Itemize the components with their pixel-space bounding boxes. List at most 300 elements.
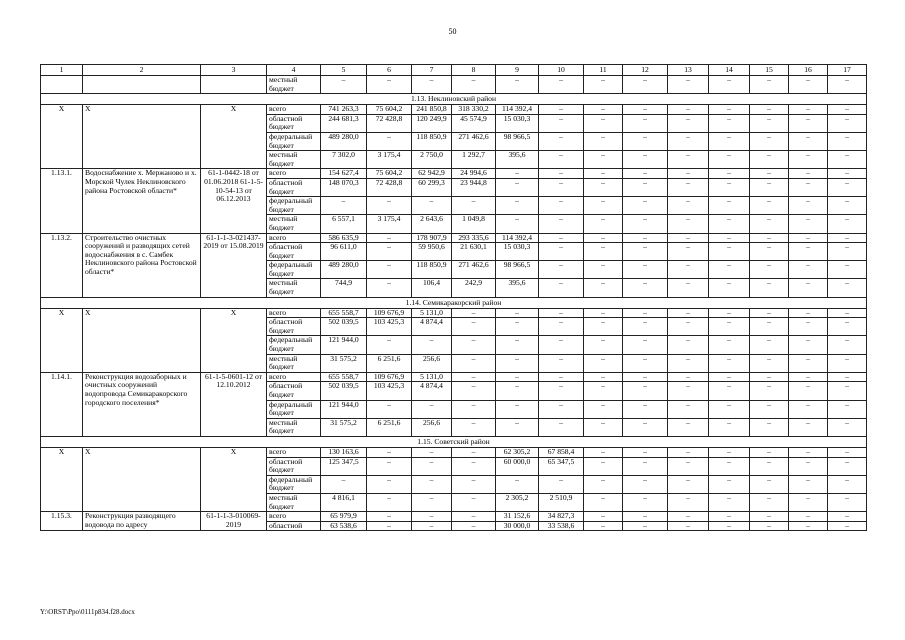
amount-cell: – — [367, 243, 412, 261]
amount-cell: – — [750, 336, 789, 354]
amount-cell: – — [750, 354, 789, 372]
amount-cell: – — [789, 336, 828, 354]
amount-cell: – — [750, 169, 789, 179]
column-number: 7 — [412, 65, 452, 76]
amount-cell: – — [584, 132, 623, 150]
amount-cell: – — [789, 76, 828, 94]
amount-cell: – — [584, 521, 623, 531]
section-row — [41, 436, 867, 447]
amount-cell: – — [828, 114, 867, 132]
table-row — [41, 169, 867, 179]
amount-cell: 256,6 — [412, 418, 452, 436]
amount-cell: 114 392,4 — [496, 105, 539, 115]
object-name: Реконструкция водозаборных и очистных сооружений водопровода Семикаракорского городского поселения* — [83, 372, 201, 436]
funding-source: федеральный бюджет — [267, 475, 321, 493]
amount-cell: – — [623, 279, 668, 297]
amount-cell: 3 175,4 — [367, 151, 412, 169]
amount-cell: – — [412, 447, 452, 457]
amount-cell: – — [539, 354, 584, 372]
amount-cell: – — [668, 493, 709, 511]
amount-cell: – — [709, 169, 750, 179]
amount-cell: – — [668, 114, 709, 132]
amount-cell: 72 428,8 — [367, 114, 412, 132]
amount-cell: – — [496, 197, 539, 215]
amount-cell: 31 575,2 — [321, 418, 367, 436]
amount-cell: – — [623, 243, 668, 261]
amount-cell: – — [584, 457, 623, 475]
amount-cell: 6 251,6 — [367, 418, 412, 436]
funding-source: областной — [267, 521, 321, 531]
amount-cell: – — [828, 521, 867, 531]
amount-cell: – — [539, 279, 584, 297]
amount-cell: – — [750, 215, 789, 233]
amount-cell: 31 152,6 — [496, 512, 539, 522]
amount-cell: – — [828, 336, 867, 354]
amount-cell: – — [750, 318, 789, 336]
amount-cell: – — [828, 132, 867, 150]
amount-cell: 103 425,3 — [367, 318, 412, 336]
amount-cell: – — [584, 105, 623, 115]
amount-cell: – — [412, 197, 452, 215]
amount-cell: 741 263,3 — [321, 105, 367, 115]
amount-cell: – — [828, 400, 867, 418]
amount-cell: – — [539, 308, 584, 318]
amount-cell: – — [668, 169, 709, 179]
amount-cell: 241 850,8 — [412, 105, 452, 115]
amount-cell: 45 574,9 — [452, 114, 496, 132]
amount-cell: 2 510,9 — [539, 493, 584, 511]
amount-cell: – — [668, 76, 709, 94]
amount-cell: 120 249,9 — [412, 114, 452, 132]
header-row — [41, 65, 867, 76]
section-row — [41, 297, 867, 308]
amount-cell: – — [750, 457, 789, 475]
amount-cell: – — [789, 493, 828, 511]
funding-source: всего — [267, 512, 321, 522]
funding-source: областной бюджет — [267, 114, 321, 132]
amount-cell: – — [623, 457, 668, 475]
amount-cell: – — [539, 215, 584, 233]
amount-cell: – — [709, 382, 750, 400]
amount-cell: – — [709, 105, 750, 115]
amount-cell: 31 575,2 — [321, 354, 367, 372]
funding-source: областной бюджет — [267, 178, 321, 196]
item-number: Х — [41, 447, 83, 511]
amount-cell: – — [584, 308, 623, 318]
item-number: Х — [41, 105, 83, 169]
amount-cell: – — [452, 475, 496, 493]
amount-cell: – — [789, 372, 828, 382]
amount-cell: – — [539, 372, 584, 382]
amount-cell: – — [623, 400, 668, 418]
amount-cell: – — [623, 382, 668, 400]
amount-cell: – — [412, 521, 452, 531]
funding-source: местный бюджет — [267, 76, 321, 94]
amount-cell: 6 557,1 — [321, 215, 367, 233]
amount-cell: – — [828, 354, 867, 372]
amount-cell: – — [709, 215, 750, 233]
amount-cell: – — [496, 475, 539, 493]
amount-cell: – — [668, 475, 709, 493]
amount-cell: – — [367, 279, 412, 297]
amount-cell: – — [496, 215, 539, 233]
amount-cell: – — [367, 447, 412, 457]
funding-source: местный бюджет — [267, 493, 321, 511]
amount-cell: – — [452, 457, 496, 475]
amount-cell: – — [584, 512, 623, 522]
funding-source: федеральный бюджет — [267, 261, 321, 279]
amount-cell: – — [367, 493, 412, 511]
amount-cell: 502 039,5 — [321, 382, 367, 400]
amount-cell: – — [539, 400, 584, 418]
amount-cell: 154 627,4 — [321, 169, 367, 179]
amount-cell: 7 302,0 — [321, 151, 367, 169]
amount-cell: – — [539, 76, 584, 94]
amount-cell: 72 428,8 — [367, 178, 412, 196]
amount-cell: 502 039,5 — [321, 318, 367, 336]
table-row — [41, 105, 867, 115]
amount-cell: 244 681,3 — [321, 114, 367, 132]
amount-cell: – — [412, 336, 452, 354]
item-number: 1.14.1. — [41, 372, 83, 436]
amount-cell: – — [828, 382, 867, 400]
amount-cell: 6 251,6 — [367, 354, 412, 372]
column-number: 4 — [267, 65, 321, 76]
amount-cell: – — [789, 132, 828, 150]
table-row — [41, 233, 867, 243]
table-row — [41, 76, 867, 94]
amount-cell: – — [539, 151, 584, 169]
amount-cell: 98 966,5 — [496, 261, 539, 279]
amount-cell: – — [623, 233, 668, 243]
funding-source: федеральный бюджет — [267, 132, 321, 150]
amount-cell: – — [496, 354, 539, 372]
amount-cell: – — [623, 178, 668, 196]
amount-cell: – — [789, 105, 828, 115]
amount-cell: – — [321, 76, 367, 94]
amount-cell: 318 330,2 — [452, 105, 496, 115]
funding-source: областной бюджет — [267, 457, 321, 475]
amount-cell: – — [539, 169, 584, 179]
column-number: 1 — [41, 65, 83, 76]
amount-cell: – — [668, 279, 709, 297]
amount-cell: – — [709, 457, 750, 475]
table-row — [41, 372, 867, 382]
amount-cell: 1 049,8 — [452, 215, 496, 233]
amount-cell: 2 643,6 — [412, 215, 452, 233]
amount-cell: – — [367, 132, 412, 150]
item-number: Х — [41, 308, 83, 372]
amount-cell: – — [668, 215, 709, 233]
amount-cell: 256,6 — [412, 354, 452, 372]
amount-cell: – — [789, 178, 828, 196]
amount-cell: – — [709, 400, 750, 418]
amount-cell: – — [452, 76, 496, 94]
amount-cell: – — [750, 382, 789, 400]
amount-cell: 5 131,0 — [412, 308, 452, 318]
amount-cell: – — [828, 76, 867, 94]
amount-cell: 15 030,3 — [496, 243, 539, 261]
amount-cell: 2 305,2 — [496, 493, 539, 511]
amount-cell: – — [709, 114, 750, 132]
amount-cell: – — [584, 178, 623, 196]
amount-cell: – — [584, 279, 623, 297]
amount-cell: 30 000,0 — [496, 521, 539, 531]
project-code: 61-1-1-3-021437-2019 от 15.08.2019 — [201, 233, 267, 297]
amount-cell: 21 630,1 — [452, 243, 496, 261]
amount-cell: – — [750, 447, 789, 457]
amount-cell: – — [584, 493, 623, 511]
amount-cell: – — [709, 512, 750, 522]
amount-cell: – — [709, 308, 750, 318]
amount-cell: 5 131,0 — [412, 372, 452, 382]
amount-cell: – — [789, 418, 828, 436]
object-name: Водоснабжение х. Мержаново и х. Морской Чулек Неклиновского района Ростовской области* — [83, 169, 201, 233]
amount-cell: – — [367, 512, 412, 522]
amount-cell: – — [452, 447, 496, 457]
amount-cell: – — [584, 151, 623, 169]
amount-cell: – — [452, 336, 496, 354]
amount-cell: 395,6 — [496, 151, 539, 169]
amount-cell: – — [709, 279, 750, 297]
amount-cell: – — [709, 336, 750, 354]
amount-cell: – — [668, 447, 709, 457]
amount-cell: – — [828, 418, 867, 436]
amount-cell: – — [789, 233, 828, 243]
amount-cell: – — [828, 447, 867, 457]
amount-cell: 114 392,4 — [496, 233, 539, 243]
amount-cell: – — [496, 308, 539, 318]
amount-cell: – — [789, 215, 828, 233]
amount-cell: – — [539, 336, 584, 354]
amount-cell: – — [623, 521, 668, 531]
amount-cell: 121 944,0 — [321, 400, 367, 418]
amount-cell: 60 299,3 — [412, 178, 452, 196]
amount-cell: – — [709, 243, 750, 261]
amount-cell: – — [828, 318, 867, 336]
column-number: 11 — [584, 65, 623, 76]
amount-cell: 2 750,0 — [412, 151, 452, 169]
amount-cell: – — [539, 318, 584, 336]
amount-cell: – — [789, 197, 828, 215]
page-number: 50 — [448, 27, 457, 36]
amount-cell: 489 280,0 — [321, 261, 367, 279]
amount-cell: – — [668, 243, 709, 261]
amount-cell: – — [750, 114, 789, 132]
funding-source: федеральный бюджет — [267, 197, 321, 215]
amount-cell: – — [789, 308, 828, 318]
amount-cell: 242,9 — [452, 279, 496, 297]
amount-cell: – — [750, 76, 789, 94]
amount-cell: – — [584, 318, 623, 336]
amount-cell: – — [584, 169, 623, 179]
amount-cell: – — [452, 382, 496, 400]
amount-cell: – — [709, 178, 750, 196]
amount-cell: – — [789, 243, 828, 261]
amount-cell: – — [709, 447, 750, 457]
project-code: Х — [201, 447, 267, 511]
funding-source: местный бюджет — [267, 418, 321, 436]
amount-cell: 24 994,6 — [452, 169, 496, 179]
amount-cell: – — [709, 521, 750, 531]
amount-cell: – — [789, 512, 828, 522]
amount-cell: – — [668, 151, 709, 169]
funding-source: всего — [267, 233, 321, 243]
amount-cell: – — [789, 151, 828, 169]
column-number: 2 — [83, 65, 201, 76]
funding-source: всего — [267, 169, 321, 179]
amount-cell: – — [668, 400, 709, 418]
object-name: Реконструкция разводящего водовода по адресу — [83, 512, 201, 531]
amount-cell: – — [584, 261, 623, 279]
amount-cell: – — [539, 132, 584, 150]
amount-cell: – — [412, 76, 452, 94]
table-row — [41, 447, 867, 457]
amount-cell: 489 280,0 — [321, 132, 367, 150]
amount-cell: – — [496, 169, 539, 179]
amount-cell: – — [623, 372, 668, 382]
amount-cell: – — [668, 132, 709, 150]
amount-cell: – — [828, 512, 867, 522]
amount-cell: – — [539, 114, 584, 132]
amount-cell: – — [668, 418, 709, 436]
amount-cell: – — [412, 400, 452, 418]
amount-cell: – — [750, 279, 789, 297]
budget-table — [40, 64, 867, 531]
funding-source: местный бюджет — [267, 215, 321, 233]
amount-cell: – — [668, 457, 709, 475]
funding-source: всего — [267, 372, 321, 382]
amount-cell: – — [709, 76, 750, 94]
amount-cell: 75 604,2 — [367, 169, 412, 179]
amount-cell: 106,4 — [412, 279, 452, 297]
amount-cell: – — [496, 400, 539, 418]
amount-cell: – — [709, 132, 750, 150]
amount-cell: – — [828, 215, 867, 233]
amount-cell: – — [789, 447, 828, 457]
amount-cell: 103 425,3 — [367, 382, 412, 400]
amount-cell: – — [789, 114, 828, 132]
amount-cell: – — [539, 178, 584, 196]
amount-cell: – — [750, 233, 789, 243]
amount-cell: – — [750, 132, 789, 150]
amount-cell: – — [367, 197, 412, 215]
item-number — [41, 76, 83, 94]
funding-source: всего — [267, 105, 321, 115]
amount-cell: – — [584, 418, 623, 436]
amount-cell: – — [623, 512, 668, 522]
amount-cell: – — [412, 493, 452, 511]
amount-cell: – — [828, 475, 867, 493]
amount-cell: – — [709, 261, 750, 279]
amount-cell: – — [789, 457, 828, 475]
amount-cell: – — [584, 215, 623, 233]
amount-cell: 293 335,6 — [452, 233, 496, 243]
funding-source: федеральный бюджет — [267, 400, 321, 418]
amount-cell: 63 538,6 — [321, 521, 367, 531]
amount-cell: – — [828, 151, 867, 169]
amount-cell: 60 000,0 — [496, 457, 539, 475]
funding-source: всего — [267, 308, 321, 318]
amount-cell: – — [828, 493, 867, 511]
amount-cell: 130 163,6 — [321, 447, 367, 457]
amount-cell: – — [539, 418, 584, 436]
amount-cell: – — [496, 418, 539, 436]
amount-cell: – — [452, 493, 496, 511]
amount-cell: – — [367, 261, 412, 279]
amount-cell: – — [750, 512, 789, 522]
amount-cell: – — [828, 197, 867, 215]
object-name: Х — [83, 308, 201, 372]
amount-cell: – — [750, 493, 789, 511]
amount-cell: – — [584, 382, 623, 400]
amount-cell: – — [452, 318, 496, 336]
amount-cell: – — [750, 151, 789, 169]
amount-cell: – — [828, 372, 867, 382]
amount-cell: – — [750, 261, 789, 279]
amount-cell: – — [828, 308, 867, 318]
amount-cell: 96 611,0 — [321, 243, 367, 261]
amount-cell: – — [452, 512, 496, 522]
column-number: 9 — [496, 65, 539, 76]
amount-cell: – — [584, 197, 623, 215]
amount-cell: – — [789, 279, 828, 297]
amount-cell: – — [584, 76, 623, 94]
project-code: 61-1-0442-18 от 01.06.2018 61-1-5-10-54-13 от 06.12.2013 — [201, 169, 267, 233]
amount-cell: – — [668, 512, 709, 522]
amount-cell: – — [789, 400, 828, 418]
amount-cell: – — [789, 318, 828, 336]
amount-cell: – — [750, 105, 789, 115]
amount-cell: – — [750, 308, 789, 318]
amount-cell: – — [789, 382, 828, 400]
amount-cell: – — [623, 308, 668, 318]
amount-cell: 4 816,1 — [321, 493, 367, 511]
amount-cell: 118 850,9 — [412, 132, 452, 150]
amount-cell: – — [321, 197, 367, 215]
column-number: 15 — [750, 65, 789, 76]
project-code — [201, 76, 267, 94]
amount-cell: – — [750, 243, 789, 261]
column-number: 17 — [828, 65, 867, 76]
amount-cell: 65 979,9 — [321, 512, 367, 522]
amount-cell: – — [709, 475, 750, 493]
amount-cell: – — [828, 457, 867, 475]
amount-cell: 109 676,9 — [367, 308, 412, 318]
amount-cell: – — [668, 382, 709, 400]
amount-cell: – — [452, 197, 496, 215]
amount-cell: – — [496, 372, 539, 382]
amount-cell: 744,9 — [321, 279, 367, 297]
object-name: Х — [83, 447, 201, 511]
funding-source: областной бюджет — [267, 243, 321, 261]
amount-cell: – — [584, 336, 623, 354]
funding-source: всего — [267, 447, 321, 457]
amount-cell: – — [750, 178, 789, 196]
amount-cell: – — [496, 318, 539, 336]
amount-cell: – — [828, 279, 867, 297]
amount-cell: – — [584, 447, 623, 457]
amount-cell: 655 558,7 — [321, 308, 367, 318]
amount-cell: – — [584, 233, 623, 243]
column-number: 13 — [668, 65, 709, 76]
amount-cell: – — [496, 76, 539, 94]
amount-cell: – — [367, 233, 412, 243]
amount-cell: – — [623, 215, 668, 233]
amount-cell: – — [496, 178, 539, 196]
amount-cell: – — [668, 372, 709, 382]
item-number: 1.13.1. — [41, 169, 83, 233]
